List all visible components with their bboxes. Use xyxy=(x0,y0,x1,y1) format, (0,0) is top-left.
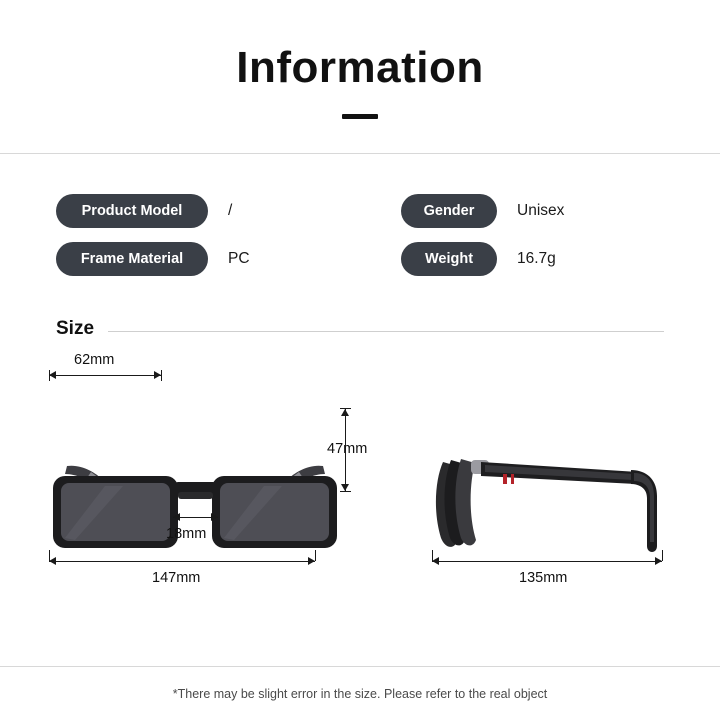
side-135mm-arrow-right xyxy=(655,557,662,565)
header-divider xyxy=(0,153,720,154)
front-bridge-width-label: 18mm xyxy=(166,526,207,543)
spec-row-weight xyxy=(401,242,664,276)
front-47mm-tick-bottom xyxy=(340,491,351,492)
size-section-divider xyxy=(108,331,664,332)
spec-label-frame-material: Frame Material xyxy=(56,242,208,276)
spec-label-gender: Gender xyxy=(401,194,497,228)
front-147mm-arrow-right xyxy=(308,557,315,565)
front-147mm-tick-right xyxy=(315,550,316,561)
side-temple-length-label: 135mm xyxy=(519,570,568,587)
specifications-block xyxy=(0,194,720,276)
front-18mm-arrow-left xyxy=(173,513,180,521)
front-62mm-line xyxy=(49,375,161,376)
front-47mm-arrow-down xyxy=(341,484,349,491)
sunglasses-side-view xyxy=(425,450,675,570)
spec-label-product-model: Product Model xyxy=(56,194,208,228)
front-18mm-arrow-right xyxy=(211,513,218,521)
footer-disclaimer: *There may be slight error in the size. Please refer to the real object xyxy=(172,686,548,701)
spec-row-frame-material xyxy=(56,242,401,276)
front-lens-height-label: 47mm xyxy=(327,441,368,458)
sunglasses-front-view xyxy=(45,450,345,570)
page-title: Information xyxy=(236,43,484,92)
side-135mm-line xyxy=(432,561,662,562)
specs-column-right xyxy=(401,194,664,276)
spec-value-product-model: / xyxy=(228,202,233,220)
footer xyxy=(0,666,720,720)
specs-column-left xyxy=(56,194,401,276)
front-62mm-arrow-right xyxy=(154,371,161,379)
spec-value-weight: 16.7g xyxy=(517,250,556,268)
page-header xyxy=(0,0,720,154)
front-147mm-arrow-left xyxy=(49,557,56,565)
size-diagram xyxy=(0,350,720,640)
front-62mm-arrow-left xyxy=(49,371,56,379)
spec-value-gender: Unisex xyxy=(517,202,565,220)
side-135mm-tick-right xyxy=(662,550,663,561)
spec-row-gender xyxy=(401,194,664,228)
size-section-header xyxy=(0,318,720,340)
spec-row-product-model xyxy=(56,194,401,228)
front-47mm-arrow-up xyxy=(341,409,349,416)
front-total-width-label: 147mm xyxy=(152,570,201,587)
front-147mm-line xyxy=(49,561,315,562)
spec-label-weight: Weight xyxy=(401,242,497,276)
spec-value-frame-material: PC xyxy=(228,250,250,268)
side-135mm-arrow-left xyxy=(432,557,439,565)
front-62mm-tick-right xyxy=(161,370,162,381)
title-underline xyxy=(342,114,378,119)
size-section-label: Size xyxy=(56,318,95,340)
front-lens-width-label: 62mm xyxy=(74,352,115,369)
